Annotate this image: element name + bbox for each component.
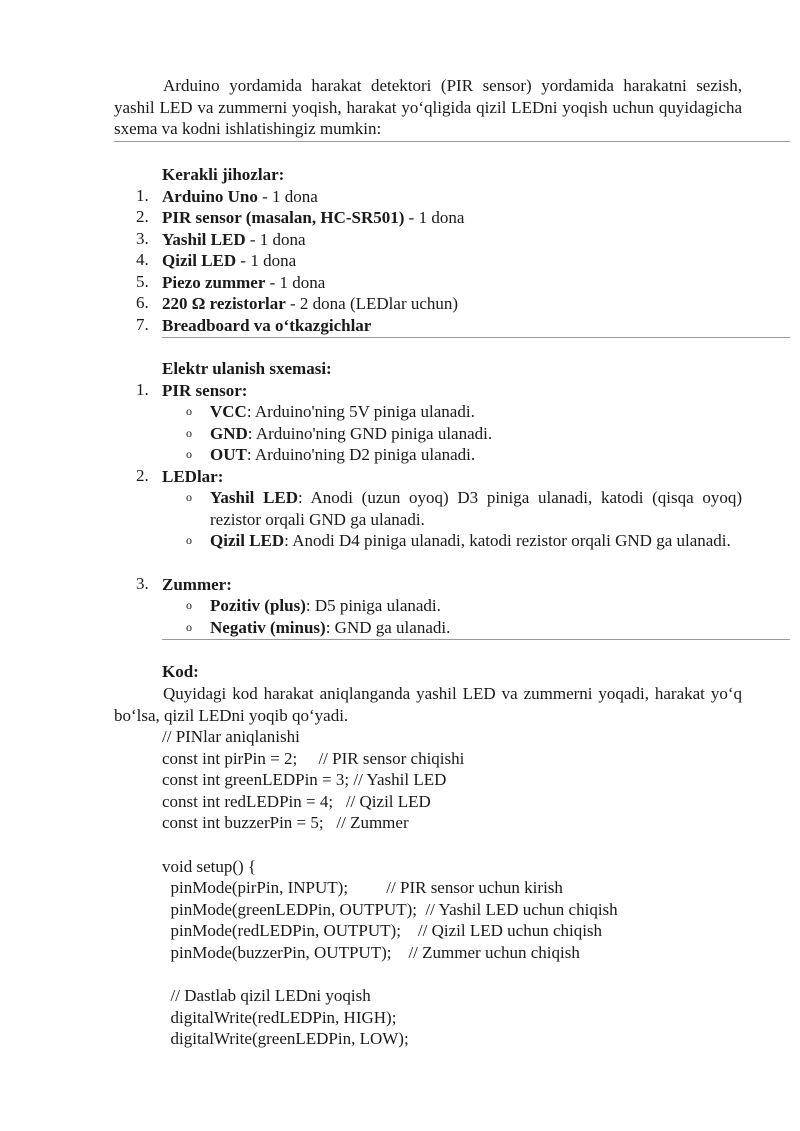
equipment-item-number: 2. — [136, 207, 149, 226]
code-line: pinMode(greenLEDPin, OUTPUT); // Yashil LED uchun chiqish — [162, 899, 618, 919]
bullet-icon: o — [186, 447, 192, 461]
equipment-item-number: 1. — [136, 186, 149, 205]
code-description: Quyidagi kod harakat aniqlanganda yashil LED va zummerni yoqadi, harakat yo‘q bo‘lsa, qizil LEDni yoqib qo‘yadi. — [114, 684, 742, 725]
bullet-icon: o — [186, 620, 192, 634]
equipment-item: 220 Ω rezistorlar - 2 dona (LEDlar uchun) — [162, 294, 459, 313]
code-line: digitalWrite(greenLEDPin, LOW); — [162, 1029, 409, 1049]
equipment-item-number: 6. — [136, 293, 149, 312]
equipment-item-number: 4. — [136, 250, 149, 269]
code-line: pinMode(redLEDPin, OUTPUT); // Qizil LED uchun chiqish — [162, 921, 603, 941]
code-line: const int buzzerPin = 5; // Zummer — [162, 813, 409, 833]
wiring-group-title: PIR sensor: — [162, 381, 248, 400]
equipment-item: Breadboard va o‘tkazgichlar — [162, 316, 372, 335]
equipment-item: PIR sensor (masalan, HC-SR501) - 1 dona — [162, 208, 465, 227]
wiring-heading: Elektr ulanish sxemasi: — [162, 359, 332, 378]
equipment-item: Yashil LED - 1 dona — [162, 230, 306, 249]
wiring-group-number: 3. — [136, 574, 149, 593]
bullet-icon: o — [186, 533, 192, 547]
intro-paragraph: Arduino yordamida harakat detektori (PIR sensor) yordamida harakatni sezish, yashil LED va zummerni yoqish, harakat yo‘qligida qizil LEDni yoqish uchun quyidagicha sxema va kodni ishlatishingiz mumkin: — [114, 76, 742, 138]
wiring-group-number: 2. — [136, 466, 149, 485]
bullet-icon: o — [186, 404, 192, 418]
wiring-sub-item: Pozitiv (plus): D5 piniga ulanadi. — [210, 596, 441, 615]
code-line: // Dastlab qizil LEDni yoqish — [162, 986, 371, 1006]
section-divider — [114, 141, 790, 142]
equipment-item: Piezo zummer - 1 dona — [162, 273, 326, 292]
code-line: const int redLEDPin = 4; // Qizil LED — [162, 791, 431, 811]
equipment-item-number: 7. — [136, 315, 149, 334]
section-divider — [162, 639, 790, 640]
wiring-group-title: LEDlar: — [162, 467, 224, 486]
code-line: void setup() { — [162, 856, 257, 876]
bullet-icon: o — [186, 490, 192, 504]
wiring-sub-item: GND: Arduino'ning GND piniga ulanadi. — [210, 424, 493, 443]
equipment-item-number: 5. — [136, 272, 149, 291]
wiring-sub-item: Yashil LED: Anodi (uzun oyoq) D3 piniga ulanadi, katodi (qisqa oyoq) rezistor orqali GND ga ulanadi. — [210, 488, 742, 529]
bullet-icon: o — [186, 426, 192, 440]
bullet-icon: o — [186, 598, 192, 612]
section-divider — [162, 337, 790, 338]
equipment-item: Arduino Uno - 1 dona — [162, 187, 318, 206]
equipment-item: Qizil LED - 1 dona — [162, 251, 297, 270]
wiring-sub-item: OUT: Arduino'ning D2 piniga ulanadi. — [210, 445, 476, 464]
wiring-group-title: Zummer: — [162, 575, 232, 594]
wiring-sub-item: Qizil LED: Anodi D4 piniga ulanadi, katodi rezistor orqali GND ga ulanadi. — [210, 531, 731, 550]
equipment-heading: Kerakli jihozlar: — [162, 165, 285, 184]
code-line: digitalWrite(redLEDPin, HIGH); — [162, 1007, 397, 1027]
wiring-group-number: 1. — [136, 380, 149, 399]
wiring-sub-item: VCC: Arduino'ning 5V piniga ulanadi. — [210, 402, 475, 421]
code-line: const int greenLEDPin = 3; // Yashil LED — [162, 770, 447, 790]
code-line: pinMode(buzzerPin, OUTPUT); // Zummer uchun chiqish — [162, 943, 580, 962]
code-line: // PINlar aniqlanishi — [162, 727, 300, 746]
wiring-sub-item: Negativ (minus): GND ga ulanadi. — [210, 618, 451, 637]
code-line: const int pirPin = 2; // PIR sensor chiqishi — [162, 748, 465, 768]
code-line: pinMode(pirPin, INPUT); // PIR sensor uchun kirish — [162, 878, 563, 898]
code-heading: Kod: — [162, 662, 199, 681]
equipment-item-number: 3. — [136, 229, 149, 248]
